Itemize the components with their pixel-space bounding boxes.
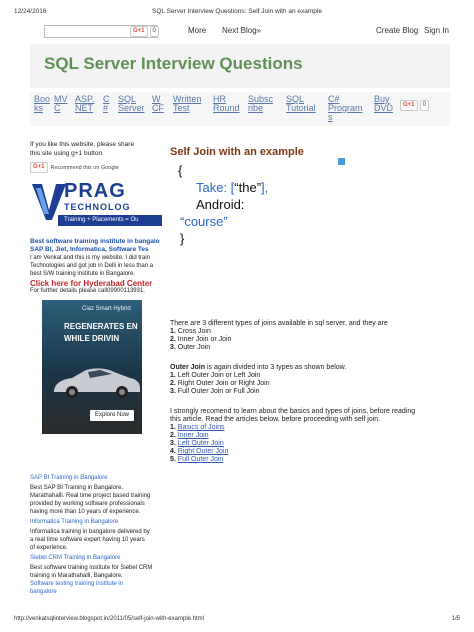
more-link[interactable]: More bbox=[188, 26, 207, 35]
training-info bbox=[30, 238, 166, 294]
tabs-gplus-button[interactable] bbox=[400, 100, 429, 111]
tab-buy-dvd[interactable]: Buy DVD bbox=[374, 94, 394, 113]
gplus-count: 0 bbox=[150, 26, 159, 37]
print-url: http://venkatsqlinterview.blogspot.in/2011/05/self-join-with-example.html bbox=[14, 616, 204, 622]
sidebar-link-desc: Informatica training in bangalore delivered by a real time software expert having 10 years of experience. bbox=[30, 529, 150, 551]
joins-intro: There are 3 different types of joins available in sql server, and they are 1. Cross Join 2. Inner Join or Join 3. Outer Join bbox=[170, 320, 388, 351]
share-gplus-button[interactable] bbox=[30, 162, 119, 173]
tab-aspnet[interactable]: ASP. NET bbox=[75, 94, 95, 113]
tab-wcf[interactable]: W CF bbox=[152, 94, 164, 113]
tab-mvc[interactable]: MV C bbox=[54, 94, 68, 113]
best-training-link[interactable]: Best software training institute in bangalo bbox=[30, 238, 160, 245]
logo-main: PRAG bbox=[64, 180, 126, 202]
training-links bbox=[30, 474, 166, 596]
article-link-left-outer[interactable]: Left Outer Join bbox=[177, 440, 224, 447]
logo-tagline: Training + Placements = Ou bbox=[58, 215, 162, 226]
print-footer bbox=[14, 616, 460, 626]
article-link-full-outer[interactable]: Full Outer Join bbox=[177, 456, 224, 463]
tab-subscribe[interactable]: Subsc ribe bbox=[248, 94, 274, 113]
article-link-inner[interactable]: Inner Join bbox=[177, 432, 209, 439]
venkat-intro: I am Venkat and this is my website. I did train Technologies and got job in Delli in less than a best S/W training institute in Bangalore. bbox=[30, 255, 154, 277]
car-advert[interactable] bbox=[42, 300, 142, 434]
tab-books[interactable]: Boo ks bbox=[34, 94, 51, 113]
tab-csharp[interactable]: C # bbox=[103, 94, 110, 113]
site-header bbox=[30, 44, 450, 88]
sap-courses-link[interactable]: SAP BI, Jiet, Informatica, Software Tes bbox=[30, 246, 149, 253]
sidebar-link-informatica[interactable]: Informatica Training in Bangalore bbox=[30, 519, 119, 525]
outer-join-types: Outer Join is again divided into 3 types as shown below. 1. Left Outer Join or Left Join 2. Right Outer Join or Right Join 3. Full Outer Join or Full Join bbox=[170, 364, 347, 395]
recommend-text: I strongly recomend to learn about the basics and types of joins, before reading this article. Read the articles below, before proceeding with self join. 1. Basics of Joins 2. Inner Join 3. Left Outer Join 4. Right Outer Join 5. Full Outer Join bbox=[170, 408, 416, 463]
share-gplus-label: Recommend this on Google bbox=[50, 164, 119, 171]
ad-line2: WHILE DRIVIN bbox=[64, 334, 120, 343]
post-title[interactable]: Self Join with an example bbox=[170, 146, 304, 158]
print-title: SQL Server Interview Questions: Self Join with an example bbox=[152, 8, 322, 15]
explore-now-button[interactable]: Explore Now bbox=[90, 410, 134, 421]
blogger-navbar bbox=[30, 22, 450, 40]
sidebar-link-software-testing[interactable]: Software testing training institute in bangalore bbox=[30, 581, 124, 595]
tab-csharp-programs[interactable]: C# Program s bbox=[328, 94, 363, 122]
tab-hr-round[interactable]: HR Round bbox=[213, 94, 240, 113]
sidebar-link-desc: Best SAP BI Training in Bangalore, Marathahalli. Real time project based training provided by working software professionals having more than 10 years of experience. bbox=[30, 485, 151, 515]
gplus-icon: G+1 bbox=[400, 100, 418, 111]
ad-line1: REGENERATES EN bbox=[64, 322, 138, 331]
logo-sub: TECHNOLOG bbox=[64, 202, 131, 212]
ad-small-text: Ciaz Smart Hybrid bbox=[82, 306, 131, 312]
site-title[interactable]: SQL Server Interview Questions bbox=[44, 54, 303, 73]
sign-in-link[interactable]: Sign In bbox=[424, 26, 449, 35]
hyderabad-link[interactable]: Click here for Hyderabad Center bbox=[30, 279, 153, 288]
create-blog-link[interactable]: Create Blog bbox=[376, 26, 419, 35]
gplus-count: 0 bbox=[420, 100, 429, 111]
tab-written-test[interactable]: Written Test bbox=[173, 94, 202, 113]
tab-bar bbox=[30, 92, 450, 126]
tab-sql-tutorial[interactable]: SQL Tutorial bbox=[286, 94, 316, 113]
sidebar-link-sap-bi[interactable]: SAP BI Training in Bangalore bbox=[30, 475, 108, 481]
print-page-number: 1/5 bbox=[451, 616, 460, 622]
prag-logo[interactable] bbox=[30, 178, 162, 228]
sidebar bbox=[30, 134, 166, 604]
gplus-icon: G+1 bbox=[130, 26, 148, 37]
contact-details: For further details please call09900113931. bbox=[30, 288, 145, 294]
tab-sql-server[interactable]: SQL Server bbox=[118, 94, 145, 113]
sidebar-link-siebel[interactable]: Siebel CRM Training in Bangalore bbox=[30, 555, 121, 561]
gplus-button[interactable] bbox=[130, 26, 159, 37]
adchoices-icon[interactable] bbox=[338, 158, 345, 165]
sidebar-link-desc: Best software training institute for Siebel CRM training in Marathahalli, Bangalore. bbox=[30, 565, 153, 579]
article-link-right-outer[interactable]: Right Outer Join bbox=[177, 448, 229, 455]
print-date: 12/24/2016 bbox=[14, 8, 47, 15]
share-text: If you like this website, please share this site using g+1 button bbox=[30, 141, 135, 157]
article-link-basics[interactable]: Basics of Joins bbox=[177, 424, 225, 431]
print-header bbox=[14, 8, 460, 20]
post-content bbox=[168, 134, 448, 604]
car-image-icon bbox=[50, 362, 142, 400]
next-blog-link[interactable]: Next Blog» bbox=[222, 26, 262, 35]
gplus-icon: G+1 bbox=[30, 162, 48, 173]
code-snippet-ad[interactable]: { Take: [“the”], Android: “course” } bbox=[178, 163, 269, 246]
